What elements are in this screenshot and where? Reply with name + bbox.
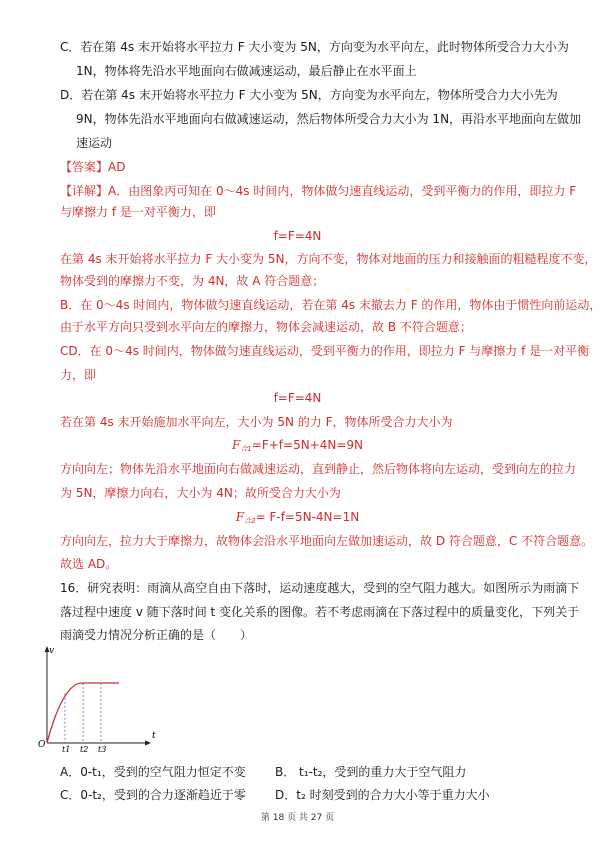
origin-label: O (38, 740, 46, 750)
equation-2: f=F=4N (273, 391, 322, 405)
answer-label: 【答案】 (60, 160, 109, 174)
analysis-text-1: A．由图象丙可知在 0～4s 时间内，物体做匀速直线运动，受到平衡力的作用，即拉力 F (108, 184, 577, 198)
y-axis-label: v (49, 646, 55, 656)
option-c: C．0-t₂，受到的合力逐渐趋近于零 (60, 788, 246, 802)
equation-4 (0, 509, 595, 529)
question-16-line-3: 雨滴受力情况分析正确的是（ ） (60, 628, 253, 642)
equation-3-rest: =F+f=5N+4N=9N (251, 438, 364, 452)
tick-label-t1: t1 (62, 745, 71, 754)
answer-value: AD (108, 160, 126, 174)
analysis-line-5: B．在 0～4s 时间内，物体做匀速直线运动，若在第 4s 末撤去力 F 的作用，物体由于惯性向前运动， (60, 298, 601, 312)
analysis-line-7: CD．在 0～4s 时间内，物体做匀速直线运动，受到平衡力的作用，即拉力 F 与摩擦力 f 是一对平衡 (60, 344, 590, 358)
option-a: A．0-t₁，受到的空气阻力恒定不变 (60, 765, 246, 779)
chart-x-ticks (62, 745, 106, 754)
answer-line (60, 159, 555, 175)
equation-3-symbol: F (231, 438, 241, 452)
x-axis-arrow (145, 741, 151, 746)
equation-4-subscript: 合2 (244, 517, 256, 525)
analysis-label: 【详解】 (60, 184, 109, 198)
analysis-line-1 (60, 183, 577, 199)
option-d-line3: 速运动 (76, 136, 113, 150)
tick-label-t2: t2 (80, 745, 89, 754)
analysis-line-4: 物体受到的摩擦力不变，为 4N，故 A 符合题意； (60, 274, 325, 288)
equation-3-subscript: 合1 (240, 445, 252, 453)
option-c-line1: C．若在第 4s 末开始将水平拉力 F 大小变为 5N，方向变为水平向左，此时物体所受合力大小为 (60, 40, 569, 54)
question-16-line-1: 16．研究表明：雨滴从高空自由下落时，运动速度越大，受到的空气阻力越大。如图所示为雨滴下 (60, 581, 580, 595)
x-axis-label: t (152, 731, 156, 741)
analysis-line-12: 方向向左，拉力大于摩擦力，故物体会沿水平地面向左做加速运动，故 D 符合题意，C 不符合题意。 (60, 534, 594, 548)
option-d-line1: D．若在第 4s 末开始将水平拉力 F 大小变为 5N，方向变为水平向左，物体所受合力大小先为 (60, 88, 558, 102)
analysis-line-6: 由于水平方向只受到水平向左的摩擦力，物体会减速运动，故 B 不符合题意； (60, 320, 472, 334)
option-d-line2: 9N，物体先沿水平地面向右做减速运动，然后物体所受合力大小为 1N，再沿水平地面向左做加 (76, 112, 582, 126)
equation-3 (0, 437, 595, 457)
equation-4-rest: = F-f=5N-4N=1N (255, 510, 360, 524)
analysis-line-9: 若在第 4s 末开始施加水平向左，大小为 5N 的力 F，物体所受合力大小为 (60, 415, 453, 429)
question-16-line-2: 落过程中速度 v 随下落时间 t 变化关系的图像。若不考虑雨滴在下落过程中的质量变化，下列关于 (60, 605, 580, 619)
page-footer: 第 18 页 共 27 页 (260, 813, 335, 823)
velocity-time-chart (34, 643, 164, 754)
analysis-line-2: 与摩擦力 f 是一对平衡力，即 (60, 205, 216, 219)
option-b: B． t₁-t₂，受到的重力大于空气阻力 (275, 765, 467, 779)
analysis-line-10: 方向向左；物体先沿水平地面向右做减速运动，直到静止，然后物体将向左运动，受到向左的拉力 (60, 462, 577, 476)
analysis-line-8: 力，即 (60, 368, 97, 382)
chart-guides (65, 683, 101, 743)
equation-4-symbol: F (235, 510, 245, 524)
analysis-line-13: 故选 AD。 (60, 557, 118, 571)
option-d: D．t₂ 时刻受到的合力大小等于重力大小 (275, 788, 490, 802)
analysis-line-3: 在第 4s 末开始将水平拉力 F 大小变为 5N，方向不变，物体对地面的压力和接触面的粗糙程度不变， (60, 252, 597, 266)
tick-label-t3: t3 (98, 745, 107, 754)
equation-1: f=F=4N (273, 229, 322, 243)
option-c-line2: 1N，物体将先沿水平地面向右做减速运动，最后静止在水平面上 (76, 64, 417, 78)
analysis-line-11: 为 5N，摩擦力向右，大小为 4N；故所受合力大小为 (60, 486, 341, 500)
